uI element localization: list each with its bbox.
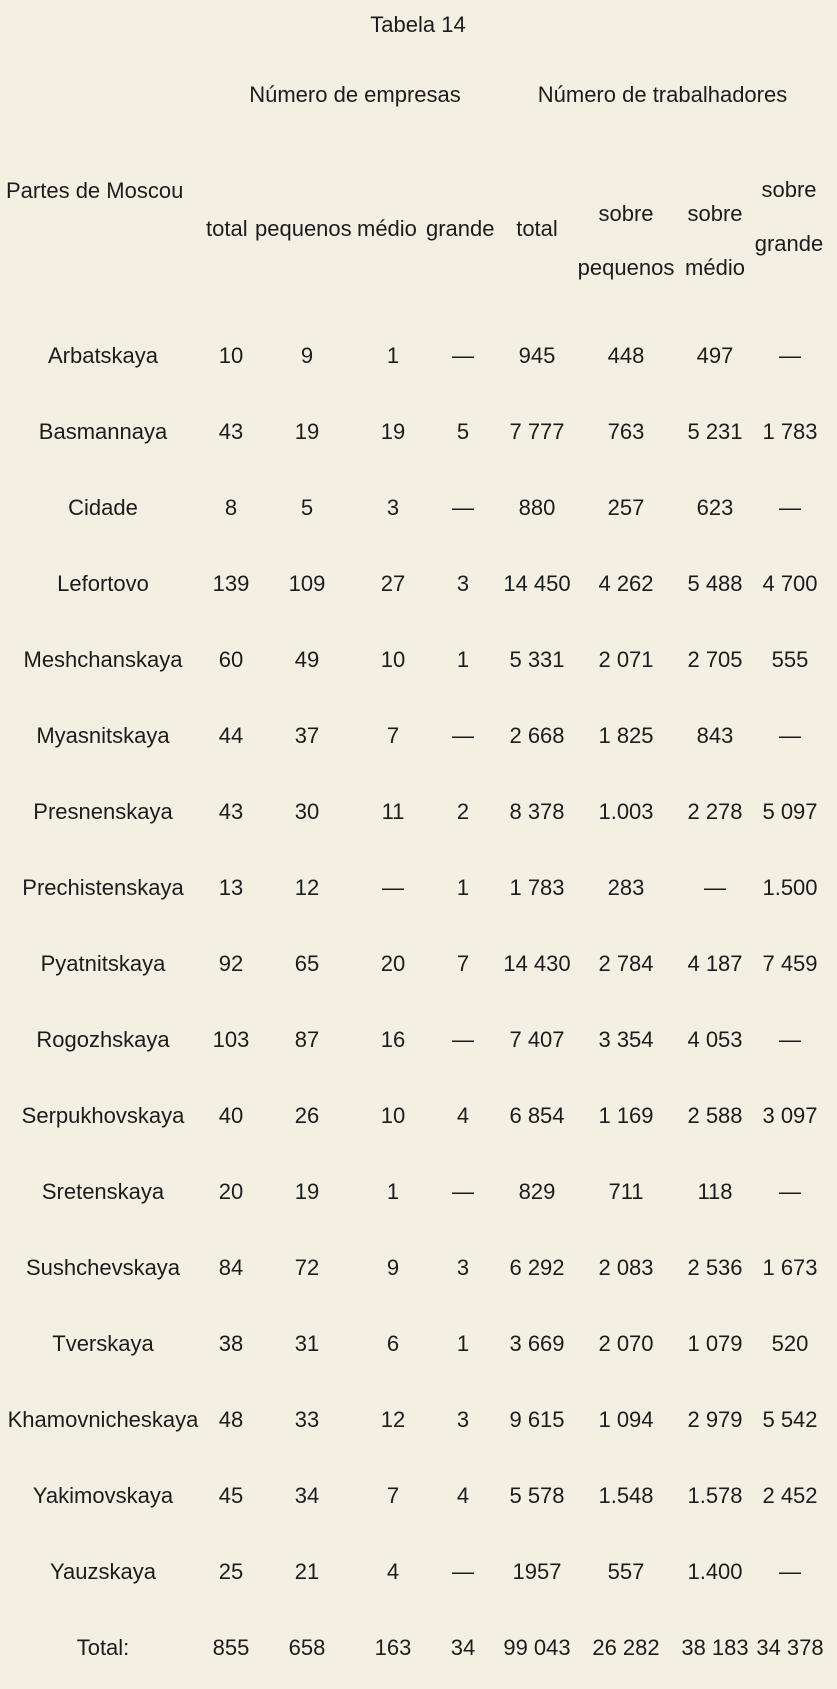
cell-workers-small: 283 xyxy=(607,875,645,900)
cell-companies-large: — xyxy=(452,495,474,520)
cell-workers-small: 26 282 xyxy=(592,1635,660,1660)
header-companies-medium: médio xyxy=(357,216,417,241)
cell-district: Yauzskaya xyxy=(50,1559,156,1584)
cell-companies-medium: 4 xyxy=(386,1559,400,1584)
cell-district: Total: xyxy=(76,1635,130,1660)
cell-workers-total: 6 854 xyxy=(509,1103,565,1128)
header-workers-medium-line2: médio xyxy=(685,255,745,280)
cell-workers-large: 5 097 xyxy=(762,799,818,824)
cell-workers-total: 3 669 xyxy=(509,1331,565,1356)
cell-district: Khamovnicheskaya xyxy=(7,1407,199,1432)
cell-companies-total: 45 xyxy=(218,1483,244,1508)
cell-workers-small: 1.548 xyxy=(598,1483,654,1508)
cell-workers-small: 1 169 xyxy=(598,1103,654,1128)
table-row xyxy=(0,412,837,452)
cell-district: Lefortovo xyxy=(57,571,149,596)
cell-companies-total: 25 xyxy=(218,1559,244,1584)
cell-companies-small: 19 xyxy=(294,419,320,444)
table-row xyxy=(0,1324,837,1364)
cell-companies-total: 855 xyxy=(212,1635,250,1660)
cell-companies-large: 34 xyxy=(450,1635,476,1660)
cell-companies-medium: 7 xyxy=(386,723,400,748)
cell-companies-small: 37 xyxy=(294,723,320,748)
cell-companies-large: 5 xyxy=(456,419,470,444)
cell-companies-medium: 16 xyxy=(380,1027,406,1052)
header-companies-small: pequenos xyxy=(255,216,352,241)
cell-workers-small: 4 262 xyxy=(598,571,654,596)
cell-companies-small: 31 xyxy=(294,1331,320,1356)
cell-workers-medium: 2 278 xyxy=(687,799,743,824)
cell-workers-small: 711 xyxy=(608,1179,644,1204)
cell-workers-medium: 118 xyxy=(697,1179,733,1204)
cell-companies-total: 84 xyxy=(218,1255,244,1280)
cell-district: Sushchevskaya xyxy=(25,1255,181,1280)
cell-workers-large: 1 783 xyxy=(762,419,818,444)
cell-district: Prechistenskaya xyxy=(22,875,184,900)
table-row xyxy=(0,1172,837,1212)
cell-companies-total: 40 xyxy=(218,1103,244,1128)
cell-companies-total: 48 xyxy=(218,1407,244,1432)
cell-companies-large: 1 xyxy=(456,1331,470,1356)
cell-workers-large: — xyxy=(779,495,801,520)
cell-companies-total: 103 xyxy=(212,1027,250,1052)
cell-companies-medium: 7 xyxy=(386,1483,400,1508)
cell-companies-medium: 11 xyxy=(381,799,405,824)
cell-workers-small: 2 070 xyxy=(598,1331,654,1356)
cell-companies-total: 44 xyxy=(218,723,244,748)
header-workers-small-line2: pequenos xyxy=(577,255,675,280)
cell-companies-large: 4 xyxy=(456,1483,470,1508)
cell-workers-large: — xyxy=(779,1027,801,1052)
table-row xyxy=(0,640,837,680)
cell-companies-medium: 27 xyxy=(380,571,406,596)
cell-workers-large: 7 459 xyxy=(762,951,818,976)
cell-workers-medium: — xyxy=(704,875,726,900)
cell-workers-large: 555 xyxy=(771,647,809,672)
header-workers-small xyxy=(573,187,679,295)
cell-companies-small: 658 xyxy=(288,1635,326,1660)
cell-district: Tverskaya xyxy=(52,1331,154,1356)
cell-companies-total: 43 xyxy=(218,419,244,444)
cell-district: Sretenskaya xyxy=(41,1179,165,1204)
header-companies: Número de empresas xyxy=(249,82,461,107)
cell-workers-medium: 2 536 xyxy=(687,1255,743,1280)
cell-workers-large: 1.500 xyxy=(762,875,818,900)
table-title: Tabela 14 xyxy=(370,12,466,37)
cell-workers-large: — xyxy=(779,343,801,368)
header-workers-large-line1: sobre xyxy=(761,177,817,202)
cell-workers-small: 2 784 xyxy=(598,951,654,976)
cell-workers-total: 14 430 xyxy=(503,951,571,976)
cell-workers-total: 2 668 xyxy=(509,723,565,748)
header-workers: Número de trabalhadores xyxy=(537,82,788,107)
cell-workers-small: 1 825 xyxy=(598,723,654,748)
cell-companies-total: 20 xyxy=(218,1179,244,1204)
cell-workers-total: 9 615 xyxy=(509,1407,565,1432)
cell-workers-total: 5 331 xyxy=(509,647,565,672)
cell-district: Presnenskaya xyxy=(33,799,173,824)
cell-companies-large: — xyxy=(452,723,474,748)
cell-companies-total: 13 xyxy=(218,875,244,900)
cell-workers-large: — xyxy=(779,1179,801,1204)
header-workers-small-line1: sobre xyxy=(598,201,654,226)
cell-companies-medium: — xyxy=(382,875,404,900)
cell-workers-total: 7 407 xyxy=(509,1027,565,1052)
cell-workers-large: 2 452 xyxy=(762,1483,818,1508)
cell-workers-total: 7 777 xyxy=(509,419,565,444)
cell-companies-total: 8 xyxy=(224,495,238,520)
cell-companies-small: 109 xyxy=(288,571,326,596)
cell-companies-large: 1 xyxy=(456,875,470,900)
header-companies-large: grande xyxy=(426,216,495,241)
cell-companies-medium: 163 xyxy=(374,1635,412,1660)
table-row xyxy=(0,1096,837,1136)
cell-workers-large: 34 378 xyxy=(756,1635,824,1660)
cell-companies-medium: 10 xyxy=(380,647,406,672)
cell-workers-total: 1 783 xyxy=(509,875,565,900)
cell-workers-small: 2 071 xyxy=(598,647,654,672)
cell-companies-large: 3 xyxy=(456,571,470,596)
table-row xyxy=(0,336,837,376)
header-workers-medium xyxy=(677,187,753,295)
cell-companies-small: 19 xyxy=(294,1179,320,1204)
cell-companies-small: 33 xyxy=(294,1407,320,1432)
cell-companies-total: 43 xyxy=(218,799,244,824)
cell-companies-small: 21 xyxy=(294,1559,320,1584)
cell-companies-small: 34 xyxy=(294,1483,320,1508)
cell-companies-small: 65 xyxy=(294,951,320,976)
cell-companies-total: 38 xyxy=(218,1331,244,1356)
cell-workers-total: 14 450 xyxy=(503,571,571,596)
cell-workers-total: 945 xyxy=(518,343,556,368)
cell-workers-medium: 4 053 xyxy=(687,1027,743,1052)
cell-workers-large: — xyxy=(779,1559,801,1584)
header-workers-large xyxy=(747,163,831,271)
table-row xyxy=(0,792,837,832)
cell-workers-total: 6 292 xyxy=(509,1255,565,1280)
cell-companies-large: 1 xyxy=(456,647,470,672)
cell-companies-medium: 12 xyxy=(380,1407,406,1432)
cell-workers-medium: 2 705 xyxy=(687,647,743,672)
cell-workers-small: 257 xyxy=(607,495,645,520)
cell-companies-total: 10 xyxy=(218,343,244,368)
header-workers-total: total xyxy=(516,216,558,241)
table-row xyxy=(0,1400,837,1440)
cell-workers-medium: 843 xyxy=(696,723,734,748)
cell-workers-total: 829 xyxy=(518,1179,556,1204)
cell-companies-large: 7 xyxy=(456,951,470,976)
cell-companies-large: 3 xyxy=(456,1255,470,1280)
cell-companies-large: 3 xyxy=(456,1407,470,1432)
cell-workers-medium: 2 588 xyxy=(687,1103,743,1128)
cell-district: Rogozhskaya xyxy=(36,1027,170,1052)
cell-workers-large: 4 700 xyxy=(762,571,818,596)
cell-companies-medium: 3 xyxy=(386,495,400,520)
cell-workers-medium: 623 xyxy=(696,495,734,520)
cell-district: Cidade xyxy=(68,495,138,520)
cell-workers-total: 99 043 xyxy=(503,1635,571,1660)
cell-workers-small: 2 083 xyxy=(598,1255,654,1280)
table-row xyxy=(0,1476,837,1516)
table-row xyxy=(0,564,837,604)
cell-workers-small: 3 354 xyxy=(598,1027,654,1052)
cell-companies-medium: 19 xyxy=(380,419,406,444)
cell-workers-medium: 5 488 xyxy=(687,571,743,596)
cell-companies-small: 12 xyxy=(294,875,320,900)
cell-workers-small: 1.003 xyxy=(598,799,654,824)
cell-workers-small: 763 xyxy=(607,419,645,444)
cell-workers-medium: 4 187 xyxy=(687,951,743,976)
cell-workers-large: — xyxy=(779,723,801,748)
cell-district: Myasnitskaya xyxy=(36,723,170,748)
cell-companies-small: 49 xyxy=(294,647,320,672)
cell-workers-large: 3 097 xyxy=(762,1103,818,1128)
cell-companies-small: 72 xyxy=(294,1255,320,1280)
cell-workers-small: 448 xyxy=(607,343,645,368)
cell-companies-medium: 10 xyxy=(380,1103,406,1128)
table-row xyxy=(0,1020,837,1060)
cell-district: Pyatnitskaya xyxy=(40,951,166,976)
cell-district: Serpukhovskaya xyxy=(21,1103,185,1128)
table-row xyxy=(0,868,837,908)
table-row xyxy=(0,944,837,984)
cell-companies-large: 2 xyxy=(456,799,470,824)
cell-companies-total: 92 xyxy=(218,951,244,976)
cell-workers-total: 5 578 xyxy=(509,1483,565,1508)
cell-companies-medium: 1 xyxy=(386,343,400,368)
cell-companies-large: — xyxy=(452,1179,474,1204)
cell-companies-small: 30 xyxy=(294,799,320,824)
cell-companies-large: — xyxy=(452,1027,474,1052)
cell-workers-medium: 38 183 xyxy=(681,1635,749,1660)
cell-workers-total: 1957 xyxy=(512,1559,562,1584)
table-row xyxy=(0,1552,837,1592)
cell-district: Meshchanskaya xyxy=(23,647,183,672)
cell-workers-medium: 2 979 xyxy=(687,1407,743,1432)
cell-workers-total: 8 378 xyxy=(509,799,565,824)
cell-workers-medium: 1.578 xyxy=(687,1483,743,1508)
cell-workers-medium: 5 231 xyxy=(687,419,743,444)
cell-companies-medium: 9 xyxy=(386,1255,400,1280)
cell-workers-medium: 1.400 xyxy=(687,1559,743,1584)
table-row xyxy=(0,488,837,528)
header-district: Partes de Moscou xyxy=(6,178,184,203)
cell-companies-large: — xyxy=(452,1559,474,1584)
cell-workers-small: 1 094 xyxy=(598,1407,654,1432)
table-row xyxy=(0,1248,837,1288)
cell-workers-large: 520 xyxy=(771,1331,809,1356)
header-workers-large-line2: grande xyxy=(754,231,824,256)
cell-workers-large: 1 673 xyxy=(762,1255,818,1280)
cell-district: Basmannaya xyxy=(38,419,168,444)
cell-district: Arbatskaya xyxy=(47,343,159,368)
cell-companies-large: — xyxy=(452,343,474,368)
cell-district: Yakimovskaya xyxy=(32,1483,174,1508)
cell-workers-small: 557 xyxy=(607,1559,645,1584)
cell-companies-large: 4 xyxy=(456,1103,470,1128)
cell-companies-medium: 20 xyxy=(380,951,406,976)
cell-companies-small: 9 xyxy=(300,343,314,368)
cell-companies-total: 60 xyxy=(218,647,244,672)
cell-companies-small: 87 xyxy=(294,1027,320,1052)
cell-workers-large: 5 542 xyxy=(762,1407,818,1432)
cell-companies-total: 139 xyxy=(212,571,250,596)
cell-workers-medium: 497 xyxy=(696,343,734,368)
header-workers-medium-line1: sobre xyxy=(687,201,743,226)
cell-companies-small: 26 xyxy=(294,1103,320,1128)
cell-companies-medium: 6 xyxy=(386,1331,400,1356)
table-row xyxy=(0,716,837,756)
cell-companies-small: 5 xyxy=(300,495,314,520)
cell-workers-total: 880 xyxy=(518,495,556,520)
header-companies-total: total xyxy=(206,216,248,241)
table-row xyxy=(0,1628,837,1668)
cell-companies-medium: 1 xyxy=(386,1179,400,1204)
cell-workers-medium: 1 079 xyxy=(687,1331,743,1356)
